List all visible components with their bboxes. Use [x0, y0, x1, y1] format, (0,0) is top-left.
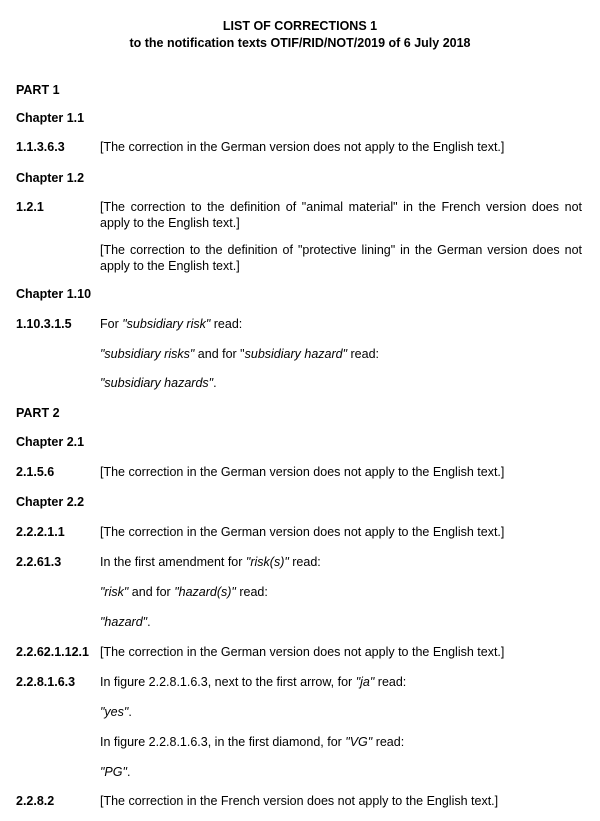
entry-number-2-2-8-1-6-3: 2.2.8.1.6.3 [16, 675, 76, 689]
entry-line-yes: "yes". [100, 705, 132, 719]
entry-number-2-2-62-1-12-1: 2.2.62.1.12.1 [16, 645, 89, 659]
chapter-2-2-heading: Chapter 2.2 [16, 495, 85, 509]
title-line-2: to the notification texts OTIF/RID/NOT/2019 of 6 July 2018 [129, 36, 471, 50]
chapter-2-1-heading: Chapter 2.1 [16, 435, 85, 449]
entry-text-1-1-3-6-3: [The correction in the German version does not apply to the English text.] [100, 140, 505, 154]
entry-number-1-10-3-1-5: 1.10.3.1.5 [16, 317, 72, 331]
chapter-1-10-heading: Chapter 1.10 [16, 287, 92, 301]
entry-number-2-2-61-3: 2.2.61.3 [16, 555, 62, 569]
part-1-heading: PART 1 [16, 83, 60, 97]
entry-line-hazards: "risk" and for "hazard(s)" read: [100, 585, 268, 599]
entry-number-2-2-2-1-1: 2.2.2.1.1 [16, 525, 65, 539]
entry-number-1-1-3-6-3: 1.1.3.6.3 [16, 140, 65, 154]
entry-number-1-2-1: 1.2.1 [16, 200, 44, 214]
entry-number-2-2-8-2: 2.2.8.2 [16, 794, 55, 808]
entry-line-subsidiary-risk: For "subsidiary risk" read: [100, 317, 243, 331]
entry-line-subsidiary-hazards: "subsidiary hazards". [100, 376, 217, 390]
entry-text-2-2-8-2: [The correction in the French version does not apply to the English text.] [100, 794, 499, 808]
entry-number-2-1-5-6: 2.1.5.6 [16, 465, 55, 479]
title-line-1: LIST OF CORRECTIONS 1 [222, 19, 378, 33]
document-title [0, 18, 600, 52]
entry-text-animal-material: [The correction to the definition of "animal material" in the French version does not apply to the English text.] [100, 200, 582, 230]
entry-text-2-1-5-6: [The correction in the German version does not apply to the English text.] [100, 465, 505, 479]
part-2-heading: PART 2 [16, 406, 60, 420]
entry-text-2-2-2-1-1: [The correction in the German version does not apply to the English text.] [100, 525, 505, 539]
entry-line-hazard: "hazard". [100, 615, 151, 629]
entry-line-risks: In the first amendment for "risk(s)" read: [100, 555, 321, 569]
entry-line-vg: In figure 2.2.8.1.6.3, in the first diamond, for "VG" read: [100, 735, 405, 749]
entry-line-subsidiary-hazard: "subsidiary risks" and for "subsidiary hazard" read: [100, 347, 379, 361]
entry-line-pg: "PG". [100, 765, 131, 779]
entry-text-2-2-62-1-12-1: [The correction in the German version does not apply to the English text.] [100, 645, 505, 659]
entry-text-protective-lining: [The correction to the definition of "protective lining" in the German version does not apply to the English text.] [100, 243, 582, 273]
entry-line-ja: In figure 2.2.8.1.6.3, next to the first arrow, for "ja" read: [100, 675, 407, 689]
chapter-1-1-heading: Chapter 1.1 [16, 111, 85, 125]
chapter-1-2-heading: Chapter 1.2 [16, 171, 85, 185]
